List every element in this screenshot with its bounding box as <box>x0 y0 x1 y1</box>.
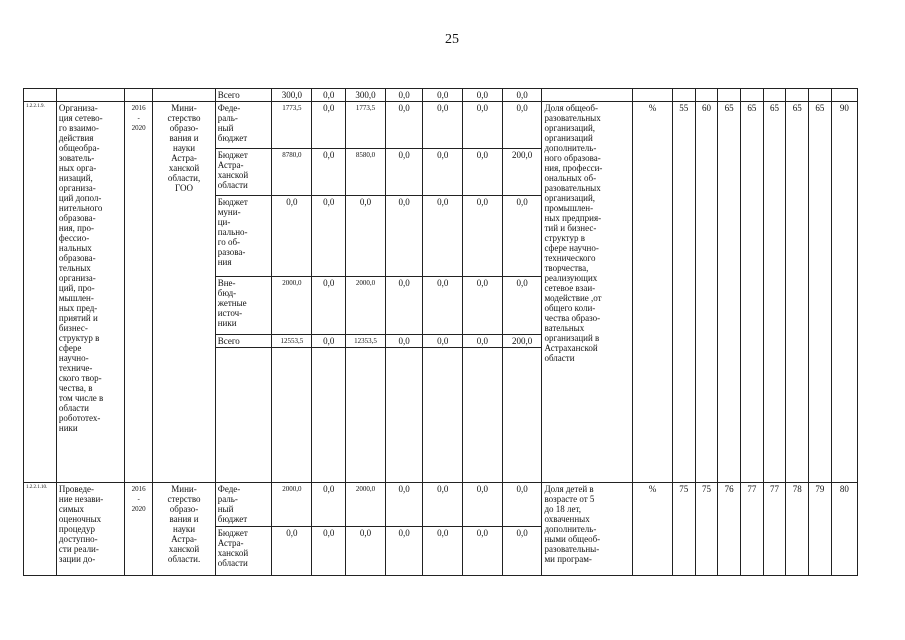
amount-cell: 0,0 <box>385 89 422 102</box>
amount-cell: 0,0 <box>385 335 422 348</box>
amount-cell: 0,0 <box>312 196 346 277</box>
target-value: 75 <box>672 483 695 576</box>
source-label: Феде- раль- ный бюджет <box>215 483 272 527</box>
amount-cell: 0,0 <box>463 335 503 348</box>
amount-cell: 12353,5 <box>346 335 386 348</box>
item-number: 1.2.2.1.10. <box>24 483 57 576</box>
amount-cell: 200,0 <box>502 335 542 348</box>
amount-cell: 0,0 <box>502 196 542 277</box>
indicator-text: Доля общеоб- разовательных организаций, организаций дополнитель- ного образова- ния, професси- ональных об- разовательных организаций, промышлен- ных предприя- тий и бизнес- структур в сфере научно- технического творчества, реализующих сетевое взаи- модействие ,от общего коли- чества образо- вательных организаций в Астраханской области <box>542 102 633 483</box>
amount-cell: 2000,0 <box>272 483 312 527</box>
amount-cell: 8580,0 <box>346 149 386 196</box>
target-value: 65 <box>809 102 832 483</box>
source-label: Бюджет муни- ци- пально- го об- разова- ния <box>215 196 272 277</box>
amount-cell: 0,0 <box>423 483 463 527</box>
amount-cell: 0,0 <box>312 277 346 335</box>
source-label: Всего <box>215 335 272 348</box>
target-value: 76 <box>718 483 741 576</box>
amount-cell: 0,0 <box>385 277 422 335</box>
amount-cell: 200,0 <box>502 149 542 196</box>
amount-cell: 0,0 <box>502 89 542 102</box>
amount-cell: 0,0 <box>423 277 463 335</box>
target-value: 65 <box>763 102 786 483</box>
amount-cell: 0,0 <box>502 483 542 527</box>
page-number: 25 <box>445 32 459 47</box>
executor: Мини- стерство образо- вания и науки Астра- ханской области, ГОО <box>153 102 215 483</box>
target-value: 77 <box>740 483 763 576</box>
amount-cell: 0,0 <box>463 149 503 196</box>
activity-name: Организа- ция сетево- го взаимо- действия общеобра- зователь- ных орга- низаций, организа- ций допол- нительного образова- ния, про- фессио- нальных образова- тельных организа- ций, про- мышлен- ных пред- приятий и бизнес- структур в сфере научно- техниче- ского твор- чества, в том числе в области робототех- ники <box>56 102 124 483</box>
source-label: Вне- бюд- жетные источ- ники <box>215 277 272 335</box>
executor: Мини- стерство образо- вания и науки Астра- ханской области. <box>153 483 215 576</box>
amount-cell: 0,0 <box>423 196 463 277</box>
amount-cell: 0,0 <box>312 335 346 348</box>
amount-cell: 0,0 <box>385 102 422 149</box>
amount-cell: 0,0 <box>423 335 463 348</box>
amount-cell: 2000,0 <box>346 483 386 527</box>
amount-cell: 0,0 <box>312 102 346 149</box>
total-row-previous <box>24 89 858 102</box>
amount-cell: 0,0 <box>423 89 463 102</box>
unit: % <box>633 483 673 576</box>
amount-cell: 0,0 <box>463 102 503 149</box>
amount-cell: 0,0 <box>423 149 463 196</box>
source-label: Всего <box>215 89 272 102</box>
source-label: Бюджет Астра- ханской области <box>215 527 272 576</box>
amount-cell: 300,0 <box>272 89 312 102</box>
amount-cell: 0,0 <box>502 277 542 335</box>
table-row <box>24 102 858 149</box>
indicator-text: Доля детей в возрасте от 5 до 18 лет, охваченных дополнитель- ными общеоб- разовательны- ми програм- <box>542 483 633 576</box>
period: 2016 - 2020 <box>124 483 152 576</box>
amount-cell: 0,0 <box>463 277 503 335</box>
amount-cell: 0,0 <box>463 483 503 527</box>
amount-cell: 0,0 <box>385 149 422 196</box>
amount-cell: 2000,0 <box>272 277 312 335</box>
amount-cell: 2000,0 <box>346 277 386 335</box>
target-value: 60 <box>695 102 718 483</box>
amount-cell: 0,0 <box>272 196 312 277</box>
amount-cell: 0,0 <box>463 89 503 102</box>
activity-name: Проведе- ние незави- симых оценочных процедур доступно- сти реали- зации до- <box>56 483 124 576</box>
source-label: Феде- раль- ный бюджет <box>215 102 272 149</box>
target-value: 65 <box>740 102 763 483</box>
amount-cell: 0,0 <box>385 527 422 576</box>
target-value: 65 <box>786 102 809 483</box>
amount-cell: 12553,5 <box>272 335 312 348</box>
amount-cell: 0,0 <box>312 149 346 196</box>
amount-cell: 0,0 <box>312 483 346 527</box>
program-table <box>23 88 858 576</box>
amount-cell: 1773,5 <box>346 102 386 149</box>
amount-cell: 8780,0 <box>272 149 312 196</box>
unit: % <box>633 102 673 483</box>
source-label: Бюджет Астра- ханской области <box>215 149 272 196</box>
target-value: 78 <box>786 483 809 576</box>
target-value: 79 <box>809 483 832 576</box>
amount-cell: 1773,5 <box>272 102 312 149</box>
target-value: 90 <box>831 102 857 483</box>
amount-cell: 0,0 <box>385 483 422 527</box>
amount-cell: 0,0 <box>385 196 422 277</box>
item-number: 1.2.2.1.9. <box>24 102 57 483</box>
amount-cell: 0,0 <box>272 527 312 576</box>
amount-cell: 0,0 <box>312 89 346 102</box>
target-value: 80 <box>831 483 857 576</box>
amount-cell: 0,0 <box>463 196 503 277</box>
amount-cell: 0,0 <box>423 527 463 576</box>
amount-cell: 0,0 <box>346 527 386 576</box>
target-value: 65 <box>718 102 741 483</box>
amount-cell: 0,0 <box>502 527 542 576</box>
table-row <box>24 483 858 527</box>
target-value: 75 <box>695 483 718 576</box>
amount-cell: 0,0 <box>423 102 463 149</box>
amount-cell: 0,0 <box>463 527 503 576</box>
amount-cell: 0,0 <box>502 102 542 149</box>
period: 2016 - 2020 <box>124 102 152 483</box>
amount-cell: 0,0 <box>346 196 386 277</box>
amount-cell: 0,0 <box>312 527 346 576</box>
amount-cell: 300,0 <box>346 89 386 102</box>
target-value: 55 <box>672 102 695 483</box>
target-value: 77 <box>763 483 786 576</box>
